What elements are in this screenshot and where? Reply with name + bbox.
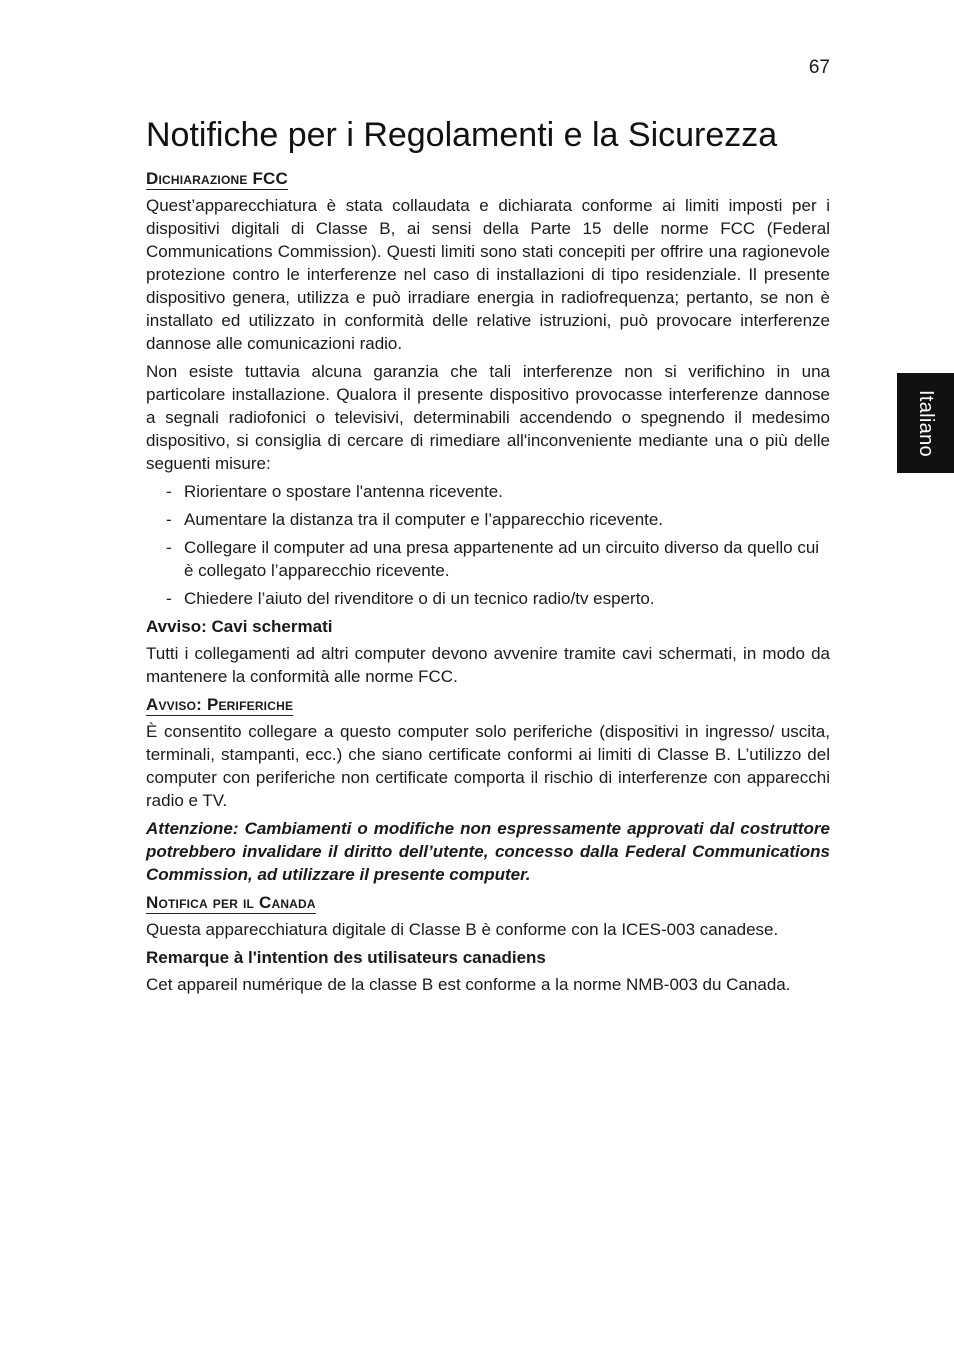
fcc-paragraph-1: Quest’apparecchiatura è stata collaudata e dichiarata conforme ai limiti imposti per i dispositivi digitali di Classe B, ai sensi della Parte 15 delle norme FCC (Federal Communications Commission). Questi limiti sono stati concepiti per offrire una ragionevole protezione contro le interferenze nel caso di installazioni di tipo residenziale. Il presente dispositivo genera, utilizza e può irradiare energia in radiofrequenza; pertanto, se non è installato ed utilizzato in conformità delle relative istruzioni, può provocare interferenze dannose alle comunicazioni radio.: [146, 196, 830, 353]
list-item: [146, 587, 830, 610]
cables-heading: Avviso: Cavi schermati: [146, 617, 333, 636]
peripherals-paragraph: È consentito collegare a questo computer solo periferiche (dispositivi in ingresso/ uscita, terminali, stampanti, ecc.) che siano certificate conformi ai limiti di Classe B. L’utilizzo del computer con periferiche non certificate comporta il rischio di interferenze con apparecchi radio e TV.: [146, 722, 830, 810]
canada-fr-section: [146, 946, 830, 996]
list-dash: -: [166, 589, 172, 608]
list-item-text: Aumentare la distanza tra il computer e l’apparecchio ricevente.: [184, 510, 664, 529]
list-item: [146, 508, 830, 531]
fcc-section: [146, 167, 830, 610]
list-item-text: Chiedere l’aiuto del rivenditore o di un tecnico radio/tv esperto.: [184, 589, 655, 608]
cables-paragraph: Tutti i collegamenti ad altri computer devono avvenire tramite cavi schermati, in modo da mantenere la conformità alle norme FCC.: [146, 644, 830, 686]
fcc-paragraph-2: Non esiste tuttavia alcuna garanzia che tali interferenze non si verifichino in una particolare installazione. Qualora il presente dispositivo provocasse interferenze dannose a segnali radiofonici o televisivi, determinabili accendendo o spegnendo il medesimo dispositivo, si consiglia di cercare di rimediare all'inconveniente mediante una o più delle seguenti misure:: [146, 362, 830, 473]
list-dash: -: [166, 482, 172, 501]
canada-fr-paragraph: Cet appareil numérique de la classe B est conforme a la norme NMB-003 du Canada.: [146, 975, 791, 994]
canada-heading: Notifica per il Canada: [146, 893, 316, 912]
peripherals-section: [146, 693, 830, 886]
peripherals-heading: Avviso: Periferiche: [146, 695, 294, 714]
canada-fr-heading: Remarque à l'intention des utilisateurs canadiens: [146, 948, 546, 967]
page-number: 67: [808, 57, 830, 78]
list-item: [146, 536, 830, 582]
language-tab: [897, 373, 954, 473]
page-title: Notifiche per i Regolamenti e la Sicurezza: [146, 116, 778, 154]
list-dash: -: [166, 538, 172, 557]
peripherals-warning: Attenzione: Cambiamenti o modifiche non espressamente approvati dal costruttore potrebbero invalidare il diritto dell’utente, concesso dalla Federal Communications Commission, ad utilizzare il presente computer.: [146, 819, 830, 884]
language-tab-label: Italiano: [915, 389, 937, 457]
list-dash: -: [166, 510, 172, 529]
fcc-measures-list: [146, 480, 830, 610]
list-item-text: Riorientare o spostare l'antenna ricevente.: [184, 482, 503, 501]
cables-section: [146, 615, 830, 688]
canada-section: [146, 891, 830, 941]
list-item-text: Collegare il computer ad una presa appartenente ad un circuito diverso da quello cui è collegato l’apparecchio ricevente.: [184, 538, 820, 580]
list-item: [146, 480, 830, 503]
fcc-heading: Dichiarazione FCC: [146, 169, 289, 188]
canada-paragraph: Questa apparecchiatura digitale di Classe B è conforme con la ICES-003 canadese.: [146, 920, 779, 939]
page-content: [146, 112, 830, 1001]
